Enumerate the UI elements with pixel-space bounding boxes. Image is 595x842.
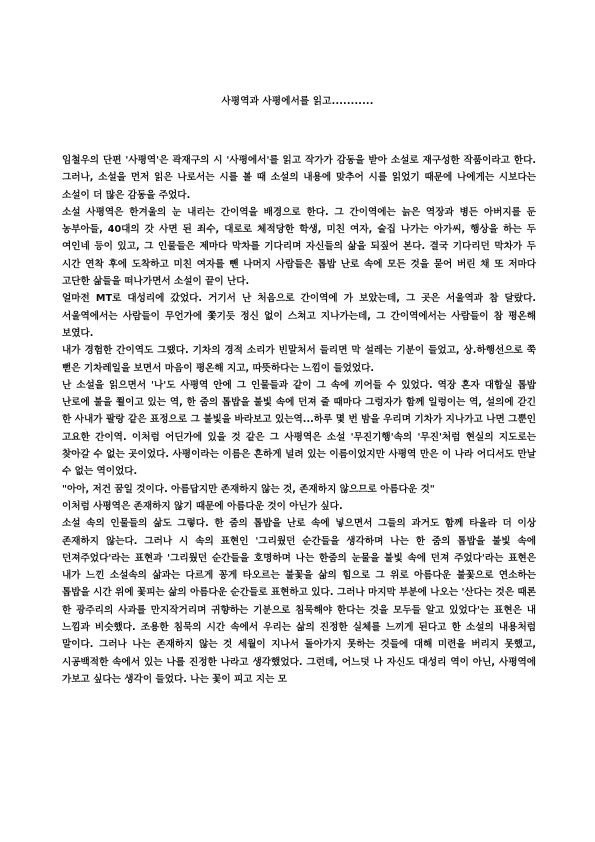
paragraph: 얼마전 MT로 대성리에 갔었다. 거기서 난 처음으로 간이역에 가 보았는데, 그 곳은 서울역과 참 달랐다. 서울역에서는 사람들이 무언가에 쫓기듯 정신 없이 스쳐고 지나가는데, 그 간이역에서는 사람들이 참 평온해 보였다. — [62, 293, 536, 339]
document-body — [62, 152, 536, 688]
paragraph: "아아, 저건 꿈일 것이다. 아름답지만 존재하지 않는 것, 존재하지 않으므로 아름다운 것" — [62, 483, 435, 495]
document-title: 사평역과 사평에서를 읽고........... — [221, 96, 374, 107]
paragraph: 소설 속의 인물들의 삶도 그렇다. 한 줌의 톱밥을 난로 속에 넣으면서 그들의 과거도 함께 타올라 더 이상 존재하지 않는다. 그러나 시 속의 표현인 '그리웠던 순간들을 생각하며 나는 한 줌의 톱밥을 불빛 속에 던져주었다'라는 표현과 '그리웠던 순간들을 호명하며 나는 한줌의 눈물을 불빛 속에 던져 주었다'라는 표현은 내가 느낀 소설속의 삶과는 다르게 꽁게 타오르는 불꽃을 삶의 힘으로 그 위로 아름다운 불꽃으로 연소하는 톱밥을 시간 위에 꽃피는 삶의 아름다운 순간들로 표현하고 있다. 그러나 마지막 부분에 나오는 '산다는 것은 때론 한 광주리의 사과를 만지작거리며 귀향하는 기분으로 침묵해야 한다는 것을 모두들 알고 있었다'는 표현은 내 느낌과 비슷했다. 조용한 침묵의 시간 속에서 우리는 삶의 진정한 실체를 느끼게 된다고 한 소설의 내용처럼 말이다. 그러나 나는 존재하지 않는 것 세월이 지나서 돌아가지 못하는 것들에 대해 미련을 버리지 못했고, 시공백적한 속에서 있는 나를 진정한 나라고 생각했었다. 그런데, 어느덧 나 자신도 대성리 역이 아닌, 사평역에 가보고 싶다는 생각이 들었다. 나는 꽃이 피고 지는 모 — [62, 518, 536, 685]
paragraph: 난 소설을 읽으면서 '나'도 사평역 안에 그 인물들과 같이 그 속에 끼어들 수 있었다. 역장 혼자 대합실 톱밥 난로에 불을 쬘이고 있는 역, 한 줌의 톱밥을 불빛 속에 던져 줄 때마다 그렁자가 함께 일렁이는 역, 설의에 갇긴 한 사내가 팔랑 같은 표정으로 그 불빛을 바라보고 있는역...하루 몇 번 밤을 우리며 기차가 지나가고 나면 그뿐인 고요한 간이역. 이처럼 어딘가에 있을 것 같은 그 사평역은 소설 '무진기행'속의 '무진'처럼 현실의 지도로는 찾아갈 수 없는 곳이었다. 사평이라는 이름은 흔하게 널려 있는 이름이었지만 사평역 만은 이 나라 어디서도 만날 수 없는 역이었다. — [62, 379, 536, 478]
paragraph: 소설 사평역은 한겨울의 눈 내리는 간이역을 배경으로 한다. 그 간이역에는 늙은 역장과 병든 아버지를 둔 농부아들, 40대의 갓 사면 된 죄수, 대로로 체적당한 학생, 미친 여자, 술집 나가는 아가씨, 행상을 하는 두 여인네 등이 있고, 그 인물들은 제마다 막차를 기다리며 자신들의 삶을 되짚어 본다. 결국 기다리던 막차가 두 시간 연착 후에 도착하고 미친 여자를 뺀 나머지 사람들은 톱밥 난로 속에 모든 것을 묻어 버린 채 또 저마다 고단한 삶들을 떠나가면서 소설이 끝이 난다. — [62, 206, 536, 288]
paragraph: 내가 경험한 간이역도 그랬다. 기차의 경적 소리가 빈말처서 들리면 막 설레는 기분이 들었고, 상.하행선으로 쭉 뻗은 기차레일을 보면서 마음이 평온해 지고, 따뜻하다는 느낌이 들었었다. — [62, 345, 536, 374]
paragraph: 이처럼 사평역은 존재하지 않기 때문에 아름다운 것이 아닌가 싶다. — [62, 500, 343, 512]
paragraph: 임철우의 단편 '사평역'은 곽재구의 시 '사평에서'를 읽고 작가가 감동을 받아 소설로 재구성한 작품이라고 한다. 그러나, 소설을 먼저 읽은 나로서는 시를 볼 때 소설의 내용에 맞추어 시를 읽었기 때문에 나에게는 시보다는 소설이 더 많은 감동을 주었다. — [62, 155, 536, 201]
